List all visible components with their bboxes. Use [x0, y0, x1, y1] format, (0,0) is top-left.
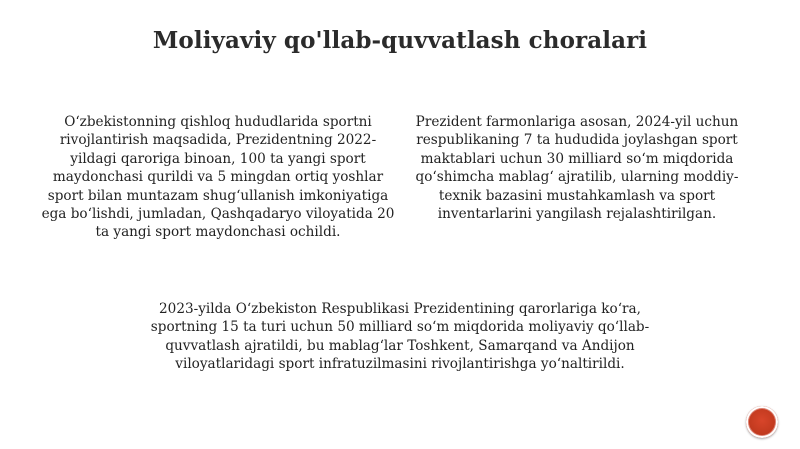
paragraph-left: O‘zbekistonning qishloq hududlarida sportni rivojlantirish maqsadida, Prezidentning 2022-yildagi qaroriga binoan, 100 ta yangi sport maydonchasi qurildi va 5 mingdan ortiq yoshlar sport bilan muntazam shug‘ullanish imkoniyatiga ega bo‘lishdi, jumladan, Qashqadaryo viloyatida 20 ta yangi sport maydonchasi ochildi.	[41, 114, 395, 241]
paragraph-right: Prezident farmonlariga asosan, 2024-yil uchun respublikaning 7 ta hududida joylashgan sport maktablari uchun 30 milliard so‘m miqdorida qo‘shimcha mablag‘ ajratilib, ularning moddiy-texnik bazasini mustahkamlash va sport inventarlarini yangilash rejalashtirilgan.	[415, 114, 739, 223]
slide-nav-button[interactable]	[746, 406, 778, 438]
circle-nav-icon	[748, 408, 776, 436]
slide-title: Moliyaviy qo'llab-quvvatlash choralari	[152, 27, 648, 54]
paragraph-bottom: 2023-yilda O‘zbekiston Respublikasi Prezidentining qarorlariga ko‘ra, sportning 15 ta turi uchun 50 milliard so‘m miqdorida moliyaviy qo‘llab-quvvatlash ajratildi, bu mablag‘lar Toshkent, Samarqand va Andijon viloyatlaridagi sport infratuzilmasini rivojlantirishga yo‘naltirildi.	[150, 301, 650, 373]
